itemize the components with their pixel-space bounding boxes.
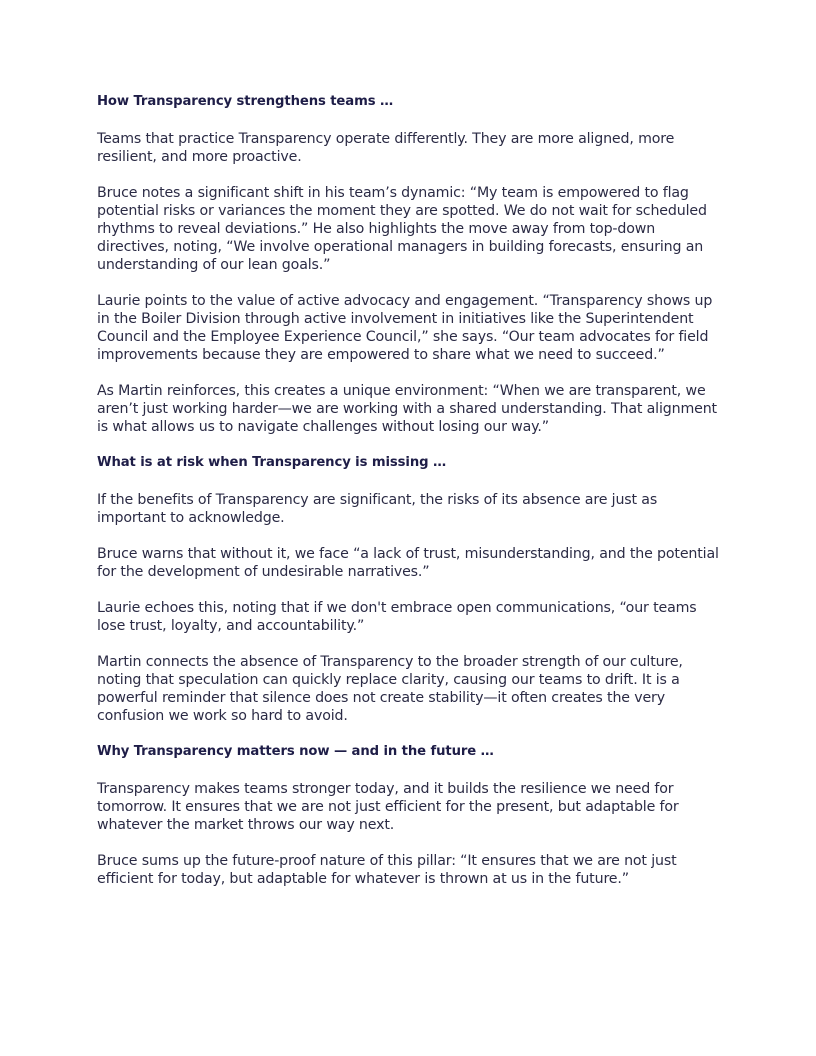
section-heading: Why Transparency matters now — and in the future … xyxy=(97,744,494,759)
paragraph: If the benefits of Transparency are significant, the risks of its absence are just as important to acknowledge. xyxy=(97,492,658,526)
section-heading: How Transparency strengthens teams … xyxy=(97,94,394,109)
paragraph: Bruce notes a significant shift in his team’s dynamic: “My team is empowered to flag potential risks or variances the moment they are spotted. We do not wait for scheduled rhythms to reveal deviations.” He also highlights the move away from top-down directives, noting, “We involve operational managers in building forecasts, ensuring an understanding of our lean goals.” xyxy=(97,185,707,273)
section-why-transparency-matters xyxy=(97,743,722,888)
paragraph: Teams that practice Transparency operate differently. They are more aligned, more resilient, and more proactive. xyxy=(97,131,675,165)
paragraph: Martin connects the absence of Transparency to the broader strength of our culture, noting that speculation can quickly replace clarity, causing our teams to drift. It is a powerful reminder that silence does not create stability—it often creates the very confusion we work so hard to avoid. xyxy=(97,654,683,724)
section-what-is-at-risk xyxy=(97,454,722,725)
paragraph: Laurie points to the value of active advocacy and engagement. “Transparency shows up in the Boiler Division through active involvement in initiatives like the Superintendent Council and the Employee Experience Council,” she says. “Our team advocates for field improvements because they are empowered to share what we need to succeed.” xyxy=(97,293,713,363)
section-heading: What is at risk when Transparency is missing … xyxy=(97,455,447,470)
section-how-transparency-strengthens-teams xyxy=(97,93,722,436)
paragraph: As Martin reinforces, this creates a unique environment: “When we are transparent, we aren’t just working harder—we are working with a shared understanding. That alignment is what allows us to navigate challenges without losing our way.” xyxy=(97,383,717,435)
paragraph: Bruce warns that without it, we face “a lack of trust, misunderstanding, and the potential for the development of undesirable narratives.” xyxy=(97,546,719,580)
document-page xyxy=(97,93,722,906)
paragraph: Transparency makes teams stronger today, and it builds the resilience we need for tomorrow. It ensures that we are not just efficient for the present, but adaptable for whatever the market throws our way next. xyxy=(97,781,679,833)
paragraph: Bruce sums up the future-proof nature of this pillar: “It ensures that we are not just efficient for today, but adaptable for whatever is thrown at us in the future.” xyxy=(97,853,677,887)
paragraph: Laurie echoes this, noting that if we don't embrace open communications, “our teams lose trust, loyalty, and accountability.” xyxy=(97,600,697,634)
